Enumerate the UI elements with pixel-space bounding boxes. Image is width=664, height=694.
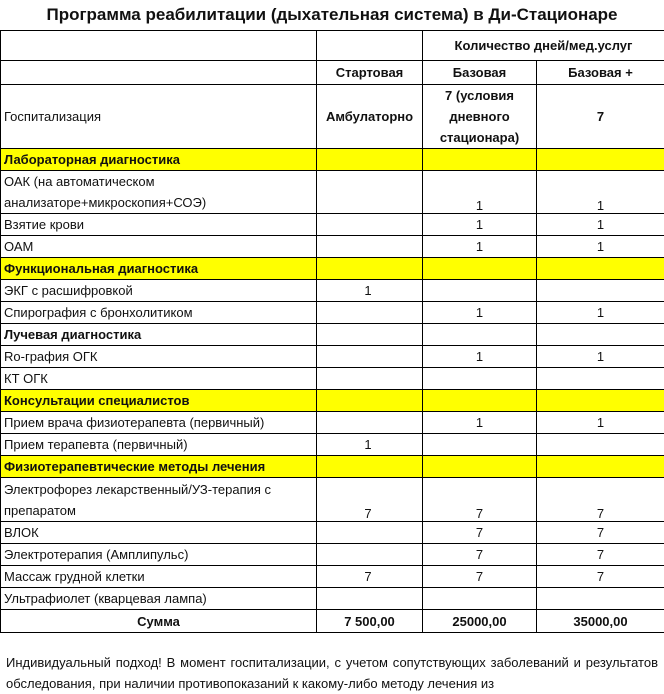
total-row bbox=[1, 610, 664, 633]
header-col-start: Стартовая bbox=[317, 61, 423, 85]
service-count-base: 1 bbox=[423, 346, 537, 368]
service-count-start bbox=[317, 302, 423, 324]
service-label: ЭКГ с расшифровкой bbox=[1, 280, 317, 302]
service-row bbox=[1, 478, 664, 522]
total-base: 25000,00 bbox=[423, 610, 537, 633]
service-count-base: 7 bbox=[423, 478, 537, 522]
total-base-plus: 35000,00 bbox=[537, 610, 664, 633]
section-empty-cell bbox=[423, 258, 537, 280]
service-count-base-plus bbox=[537, 588, 664, 610]
header-empty-cell bbox=[1, 61, 317, 85]
total-start: 7 500,00 bbox=[317, 610, 423, 633]
section-empty-cell bbox=[317, 324, 423, 346]
section-title: Физиотерапевтические методы лечения bbox=[1, 456, 317, 478]
service-label: Электротерапия (Амплипульс) bbox=[1, 544, 317, 566]
section-empty-cell bbox=[423, 456, 537, 478]
service-count-start bbox=[317, 236, 423, 258]
service-count-base bbox=[423, 368, 537, 390]
hospitalization-label: Госпитализация bbox=[1, 85, 317, 149]
footnote: Индивидуальный подход! В момент госпитализации, с учетом сопутствующих заболеваний и результатов обследования, при наличии противопоказаний к какому-либо методу лечения из bbox=[6, 655, 658, 691]
service-count-start bbox=[317, 346, 423, 368]
service-count-base-plus: 1 bbox=[537, 171, 664, 214]
service-label: Прием врача физиотерапевта (первичный) bbox=[1, 412, 317, 434]
section-empty-cell bbox=[537, 258, 664, 280]
service-count-base: 1 bbox=[423, 412, 537, 434]
section-header-row bbox=[1, 149, 664, 171]
section-empty-cell bbox=[423, 390, 537, 412]
service-count-start bbox=[317, 544, 423, 566]
service-count-base bbox=[423, 280, 537, 302]
service-count-start: 1 bbox=[317, 434, 423, 456]
section-empty-cell bbox=[537, 149, 664, 171]
service-label: Взятие крови bbox=[1, 214, 317, 236]
section-header-row bbox=[1, 390, 664, 412]
service-label: Спирография с бронхолитиком bbox=[1, 302, 317, 324]
service-count-base-plus: 1 bbox=[537, 412, 664, 434]
service-count-base-plus bbox=[537, 280, 664, 302]
service-row bbox=[1, 236, 664, 258]
service-count-base: 7 bbox=[423, 566, 537, 588]
header-group-label: Количество дней/мед.услуг bbox=[423, 31, 664, 61]
service-count-base: 7 bbox=[423, 522, 537, 544]
service-count-base-plus: 7 bbox=[537, 566, 664, 588]
service-count-base bbox=[423, 588, 537, 610]
header-col-base: Базовая bbox=[423, 61, 537, 85]
service-row bbox=[1, 214, 664, 236]
hospitalization-row bbox=[1, 85, 664, 149]
service-label: Ультрафиолет (кварцевая лампа) bbox=[1, 588, 317, 610]
service-row bbox=[1, 544, 664, 566]
service-row bbox=[1, 171, 664, 214]
service-count-start bbox=[317, 522, 423, 544]
service-count-base: 7 bbox=[423, 544, 537, 566]
section-title: Лучевая диагностика bbox=[1, 324, 317, 346]
service-label: ВЛОК bbox=[1, 522, 317, 544]
service-row bbox=[1, 346, 664, 368]
service-row bbox=[1, 368, 664, 390]
header-empty-cell bbox=[1, 31, 317, 61]
service-count-base-plus: 1 bbox=[537, 346, 664, 368]
section-empty-cell bbox=[423, 324, 537, 346]
service-row bbox=[1, 412, 664, 434]
service-label: ОАМ bbox=[1, 236, 317, 258]
service-count-base-plus: 7 bbox=[537, 522, 664, 544]
hospitalization-base-plus: 7 bbox=[537, 85, 664, 149]
service-count-start: 7 bbox=[317, 478, 423, 522]
service-count-base-plus: 1 bbox=[537, 236, 664, 258]
service-row bbox=[1, 566, 664, 588]
service-label: Ro-графия ОГК bbox=[1, 346, 317, 368]
program-table bbox=[0, 30, 664, 633]
service-count-start bbox=[317, 214, 423, 236]
section-empty-cell bbox=[423, 149, 537, 171]
section-header-row bbox=[1, 258, 664, 280]
section-empty-cell bbox=[537, 456, 664, 478]
section-header-row bbox=[1, 456, 664, 478]
service-row bbox=[1, 522, 664, 544]
header-row-group bbox=[1, 31, 664, 61]
service-count-start: 1 bbox=[317, 280, 423, 302]
service-count-base-plus: 1 bbox=[537, 302, 664, 324]
service-count-base-plus bbox=[537, 368, 664, 390]
section-title: Лабораторная диагностика bbox=[1, 149, 317, 171]
service-row bbox=[1, 588, 664, 610]
service-row bbox=[1, 434, 664, 456]
section-empty-cell bbox=[537, 390, 664, 412]
section-empty-cell bbox=[317, 456, 423, 478]
service-count-start bbox=[317, 368, 423, 390]
section-empty-cell bbox=[317, 390, 423, 412]
service-label: ОАК (на автоматическом анализаторе+микроскопия+СОЭ) bbox=[1, 171, 317, 214]
service-count-base: 1 bbox=[423, 214, 537, 236]
section-title: Консультации специалистов bbox=[1, 390, 317, 412]
service-label: Электрофорез лекарственный/УЗ-терапия с препаратом bbox=[1, 478, 317, 522]
service-count-start bbox=[317, 588, 423, 610]
service-row bbox=[1, 302, 664, 324]
service-count-base-plus: 7 bbox=[537, 544, 664, 566]
hospitalization-base: 7 (условия дневного стационара) bbox=[423, 85, 537, 149]
service-count-start bbox=[317, 171, 423, 214]
service-count-base: 1 bbox=[423, 171, 537, 214]
section-empty-cell bbox=[317, 258, 423, 280]
total-label: Сумма bbox=[1, 610, 317, 633]
service-count-base: 1 bbox=[423, 236, 537, 258]
section-empty-cell bbox=[537, 324, 664, 346]
header-row-columns bbox=[1, 61, 664, 85]
header-empty-cell bbox=[317, 31, 423, 61]
service-count-start: 7 bbox=[317, 566, 423, 588]
service-count-base: 1 bbox=[423, 302, 537, 324]
document-title: Программа реабилитации (дыхательная система) в Ди-Стационаре bbox=[46, 5, 618, 24]
section-empty-cell bbox=[317, 149, 423, 171]
service-label: Массаж грудной клетки bbox=[1, 566, 317, 588]
service-label: КТ ОГК bbox=[1, 368, 317, 390]
section-title: Функциональная диагностика bbox=[1, 258, 317, 280]
service-count-base-plus: 7 bbox=[537, 478, 664, 522]
section-header-row bbox=[1, 324, 664, 346]
service-count-base-plus bbox=[537, 434, 664, 456]
service-count-base bbox=[423, 434, 537, 456]
hospitalization-start: Амбулаторно bbox=[317, 85, 423, 149]
service-count-start bbox=[317, 412, 423, 434]
service-row bbox=[1, 280, 664, 302]
service-count-base-plus: 1 bbox=[537, 214, 664, 236]
header-col-base-plus: Базовая + bbox=[537, 61, 664, 85]
service-label: Прием терапевта (первичный) bbox=[1, 434, 317, 456]
